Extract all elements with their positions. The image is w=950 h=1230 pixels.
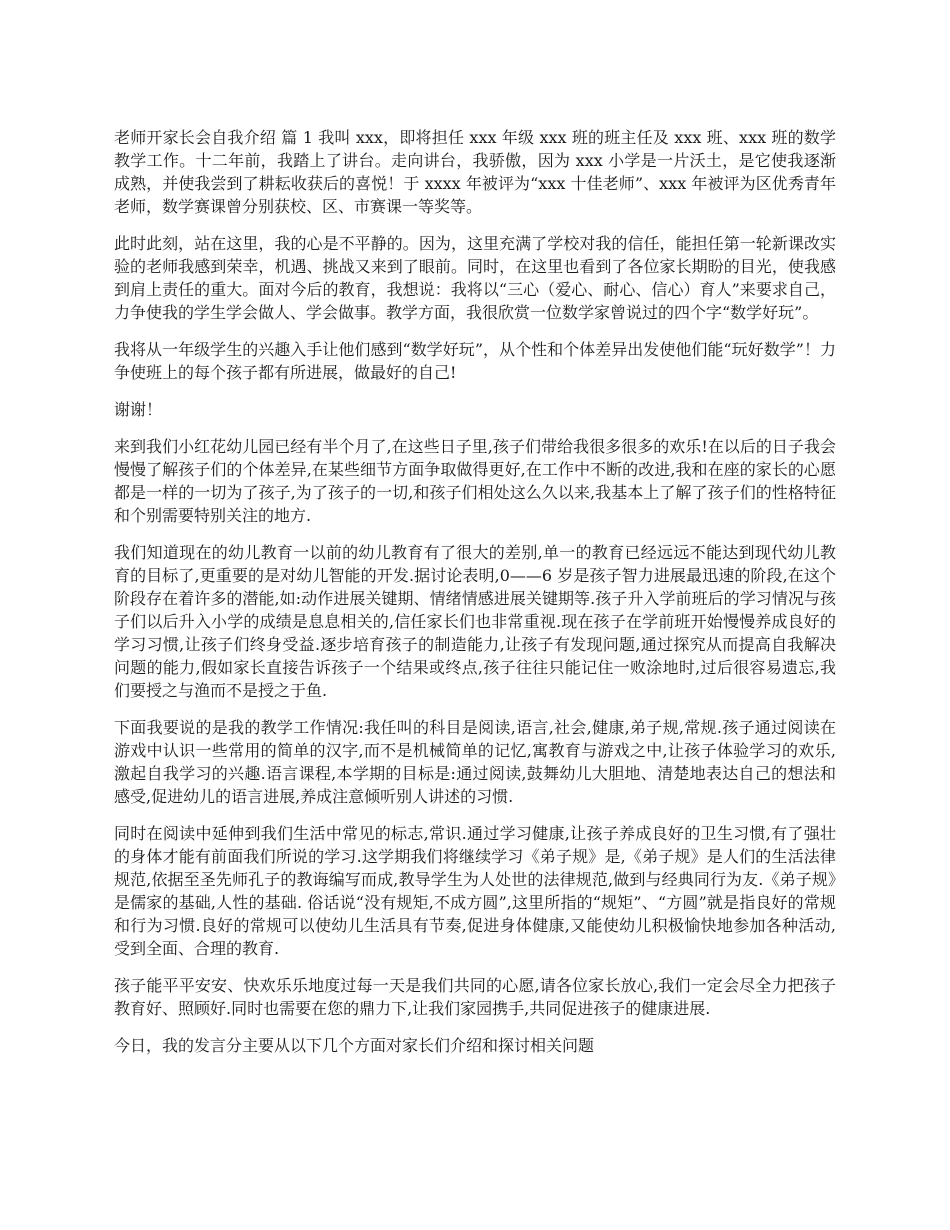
paragraph-intro: 老师开家长会自我介绍 篇 1 我叫 xxx，即将担任 xxx 年级 xxx 班的班主任及 xxx 班、xxx 班的数学教学工作。十二年前，我踏上了讲台。走向讲台，我骄傲，因为 xxx 小学是一片沃土，是它使我逐渐成熟，并使我尝到了耕耘收获后的喜悦！于 xxxx 年被评为“xxx 十佳老师”、xxx 年被评为区优秀青年老师，数学赛课曾分别获校、区、市赛课一等奖等。 bbox=[114, 128, 836, 216]
paragraph-shared-wish: 孩子能平平安安、快欢乐乐地度过每一天是我们共同的心愿,请各位家长放心,我们一定会尽全力把孩子教育好、照顾好.同时也需要在您的鼎力下,让我们家园携手,共同促进孩子的健康进展. bbox=[114, 976, 836, 1018]
paragraph-early-education: 我们知道现在的幼儿教育一以前的幼儿教育有了很大的差别,单一的教育已经远远不能达到现代幼儿教育的目标了,更重要的是对幼儿智能的开发.据讨论表明,0——6 岁是孩子智力进展最迅速的阶段,在这个阶段存在着许多的潜能,如:动作进展关键期、情绪情感进展关键期等.孩子升入学前班后的学习情况与孩子们以后升入小学的成绩是息息相关的,信任家长们也非常重视.现在孩子在学前班开始慢慢养成良好的学习习惯,让孩子们终身受益.逐步培育孩子的制造能力,让孩子有发现问题,通过探究从而提高自我解决问题的能力,假如家长直接告诉孩子一个结果或终点,孩子往往只能记住一败涂地时,过后很容易遗忘,我们要授之与渔而不是授之于鱼. bbox=[114, 543, 836, 700]
paragraph-feelings: 此时此刻，站在这里，我的心是不平静的。因为，这里充满了学校对我的信任，能担任第一轮新课改实验的老师我感到荣幸，机遇、挑战又来到了眼前。同时，在这里也看到了各位家长期盼的目光，使我感到肩上责任的重大。面对今后的教育，我想说：我将以“三心（爱心、耐心、信心）育人”来要求自己，力争使我的学生学会做人、学会做事。教学方面，我很欣赏一位数学家曾说过的四个字“数学好玩”。 bbox=[114, 234, 836, 322]
paragraph-kindergarten-intro: 来到我们小红花幼儿园已经有半个月了,在这些日子里,孩子们带给我很多很多的欢乐!在以后的日子我会慢慢了解孩子们的个体差异,在某些细节方面争取做得更好,在工作中不断的改进,我和在座的家长的心愿都是一样的一切为了孩子,为了孩子的一切,和孩子们相处这么久以来,我基本上了解了孩子们的性格特征和个别需要特别关注的地方. bbox=[114, 437, 836, 525]
paragraph-teaching-work: 下面我要说的是我的教学工作情况:我任叫的科目是阅读,语言,社会,健康,弟子规,常规.孩子通过阅读在游戏中认识一些常用的简单的汉字,而不是机械简单的记忆,寓教育与游戏之中,让孩子体验学习的欢乐,激起自我学习的兴趣.语言课程,本学期的目标是:通过阅读,鼓舞幼儿大胆地、清楚地表达自己的想法和感受,促进幼儿的语言进展,养成注意倾听别人讲述的习惯. bbox=[114, 718, 836, 806]
paragraph-reading-health: 同时在阅读中延伸到我们生活中常见的标志,常识.通过学习健康,让孩子养成良好的卫生习惯,有了强壮的身体才能有前面我们所说的学习.这学期我们将继续学习《弟子规》是,《弟子规》是人们的生活法律规范,依据至圣先师孔子的教诲编写而成,教导学生为人处世的法律规范,做到与经典同行为友.《弟子规》是儒家的基础,人性的基础. 俗话说“没有规矩,不成方圆”,这里所指的“规矩”、“方圆”就是指良好的常规和行为习惯.良好的常规可以使幼儿生活具有节奏,促进身体健康,又能使幼儿积极愉快地参加各种活动,受到全面、合理的教育. bbox=[114, 824, 836, 958]
paragraph-today: 今日，我的发言分主要从以下几个方面对家长们介绍和探讨相关问题 bbox=[114, 1036, 595, 1055]
paragraph-math-goal: 我将从一年级学生的兴趣入手让他们感到“数学好玩”，从个性和个体差异出发使他们能“玩好数学”！力争使班上的每个孩子都有所进展，做最好的自己! bbox=[114, 340, 836, 382]
paragraph-thanks: 谢谢！ bbox=[114, 400, 163, 419]
document-body bbox=[114, 126, 836, 1071]
